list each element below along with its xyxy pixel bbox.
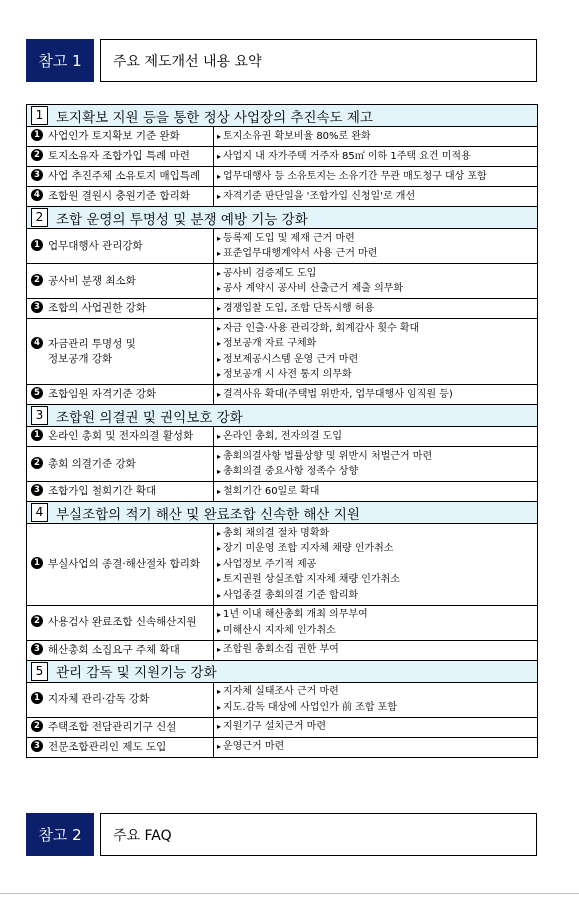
- item-label-wrap: [31, 337, 210, 367]
- item-label: 해산총회 소집요구 주체 확대: [48, 643, 180, 656]
- item-label-cell: [27, 482, 214, 502]
- item-detail-line: ▸ 장기 미운영 조합 지자체 채량 인가취소: [217, 541, 534, 557]
- item-number-badge: 2: [31, 615, 43, 627]
- item-label-wrap: [31, 484, 210, 499]
- reference-1-header: [26, 39, 537, 82]
- reference-2-badge: 참고 2: [26, 813, 94, 856]
- item-detail-line: ▸ 업무대행사 등 소유토지는 소유기간 무관 매도청구 대상 포함: [217, 169, 534, 185]
- item-detail-line: ▸ 운영근거 마련: [217, 739, 534, 755]
- item-label-wrap: [31, 169, 210, 184]
- item-details-cell: [214, 187, 538, 207]
- item-detail-line: ▸ 자격기준 판단일을 '조합가입 신청일'로 개선: [217, 189, 534, 205]
- item-details-cell: [214, 299, 538, 319]
- item-row: [27, 167, 538, 187]
- section-header: [27, 660, 538, 682]
- item-label-wrap: [31, 457, 210, 472]
- item-detail-line: ▸ 지도.감독 대상에 사업인가 前 조합 포함: [217, 700, 534, 716]
- item-label-wrap: [31, 557, 210, 572]
- item-number-badge: 2: [31, 149, 43, 161]
- item-detail-line: ▸ 지자체 실태조사 근거 마련: [217, 684, 534, 700]
- item-row: [27, 299, 538, 319]
- section-title: 조합원 의결권 및 권익보호 강화: [56, 409, 243, 426]
- item-number-badge: 3: [31, 484, 43, 496]
- item-detail-line: ▸ 자금 인출·사용 관리강화, 회계감사 횟수 확대: [217, 321, 534, 337]
- item-label-wrap: [31, 387, 210, 402]
- item-number-badge: 3: [31, 169, 43, 181]
- item-label: 조합임원 자격기준 강화: [48, 388, 157, 400]
- item-details-cell: [214, 319, 538, 385]
- item-number-badge: 1: [31, 692, 43, 704]
- item-number-badge: 4: [31, 337, 43, 349]
- section-header-content: [27, 502, 537, 523]
- section-header-content: [27, 105, 537, 126]
- item-detail-line: ▸ 총회의결사항 법률상향 및 위반시 처벌근거 마련: [217, 449, 534, 465]
- item-label: 사용검사 완료조합 신속해산지원: [48, 616, 197, 628]
- item-label: 조합의 사업권한 강화: [48, 302, 146, 314]
- item-detail-line: ▸ 공사비 검증제도 도입: [217, 266, 534, 282]
- section-title: 조합 운영의 투명성 및 분쟁 예방 기능 강화: [56, 211, 308, 228]
- item-row: [27, 447, 538, 482]
- item-label-cell: [27, 385, 214, 405]
- item-label: 업무대행사 관리강화: [48, 239, 143, 252]
- item-number-badge: 2: [31, 720, 43, 732]
- item-label: 부실사업의 종결·해산절차 합리화: [48, 557, 201, 570]
- item-row: [27, 737, 538, 757]
- item-details-cell: [214, 447, 538, 482]
- item-details-cell: [214, 167, 538, 187]
- item-label: 총회 의결기준 강화: [48, 457, 136, 470]
- item-row: [27, 147, 538, 167]
- item-row: [27, 482, 538, 502]
- item-label-cell: [27, 737, 214, 757]
- item-label-cell: [27, 427, 214, 447]
- section-number: 1: [31, 106, 48, 125]
- item-label-cell: [27, 147, 214, 167]
- item-detail-line: ▸ 정보제공시스템 운영 근거 마련: [217, 352, 534, 368]
- item-row: [27, 682, 538, 717]
- item-detail-line: ▸ 조합원 총회소집 권한 부여: [217, 642, 534, 658]
- item-label-wrap: [31, 129, 210, 144]
- item-details-cell: [214, 524, 538, 606]
- item-label-cell: [27, 605, 214, 640]
- item-label-cell: [27, 682, 214, 717]
- item-label-wrap: [31, 189, 210, 204]
- item-number-badge: 1: [31, 129, 43, 141]
- item-detail-line: ▸ 결격사유 확대(주택법 위반자, 업무대행사 임직원 등): [217, 387, 534, 403]
- item-detail-line: ▸ 1년 이내 해산총회 개최 의무부여: [217, 607, 534, 623]
- item-label-wrap: [31, 615, 210, 630]
- item-details-cell: [214, 229, 538, 264]
- section-number: 4: [31, 503, 48, 522]
- item-row: [27, 385, 538, 405]
- item-number-badge: 3: [31, 301, 43, 313]
- item-details-cell: [214, 482, 538, 502]
- item-label-wrap: [31, 720, 210, 735]
- item-label-wrap: [31, 692, 210, 707]
- item-label-cell: [27, 127, 214, 147]
- item-details-cell: [214, 682, 538, 717]
- item-label-cell: [27, 447, 214, 482]
- item-detail-line: ▸ 경쟁입찰 도입, 조합 단독시행 허용: [217, 301, 534, 317]
- item-number-badge: 1: [31, 239, 43, 251]
- item-row: [27, 640, 538, 660]
- item-number-badge: 2: [31, 457, 43, 469]
- section-header: [27, 105, 538, 127]
- item-label-cell: [27, 187, 214, 207]
- section-number: 3: [31, 406, 48, 425]
- item-detail-line: ▸ 사업정보 주기적 제공: [217, 557, 534, 573]
- item-label: 지자체 관리·감독 강화: [48, 693, 150, 705]
- section-header: [27, 502, 538, 524]
- section-header-cell: [27, 660, 538, 682]
- item-row: [27, 319, 538, 385]
- item-details-cell: [214, 385, 538, 405]
- item-detail-line: ▸ 지원기구 설치근거 마련: [217, 719, 534, 735]
- item-number-badge: 3: [31, 643, 43, 655]
- item-label-cell: [27, 229, 214, 264]
- section-header-cell: [27, 207, 538, 229]
- item-label-wrap: [31, 274, 210, 289]
- item-label-wrap: [31, 301, 210, 316]
- item-row: [27, 127, 538, 147]
- page-bottom-divider: [0, 893, 579, 894]
- section-header-cell: [27, 502, 538, 524]
- reference-1-badge: 참고 1: [26, 39, 94, 82]
- item-detail-line: ▸ 공사 계약시 공사비 산출근거 제출 의무화: [217, 281, 534, 297]
- item-detail-line: ▸ 총회의결 중요사항 정족수 상향: [217, 464, 534, 480]
- item-label-cell: [27, 299, 214, 319]
- item-number-badge: 3: [31, 740, 43, 752]
- section-header: [27, 405, 538, 427]
- item-label-cell: [27, 167, 214, 187]
- reference-2-title: 주요 FAQ: [100, 813, 537, 856]
- item-number-badge: 2: [31, 274, 43, 286]
- section-header: [27, 207, 538, 229]
- item-details-cell: [214, 717, 538, 737]
- item-label-cell: [27, 524, 214, 606]
- item-details-cell: [214, 605, 538, 640]
- summary-table: [26, 104, 538, 758]
- item-detail-line: ▸ 사업지 내 자가주택 거주자 85㎡ 이하 1주택 요건 미적용: [217, 149, 534, 165]
- item-label-cell: [27, 717, 214, 737]
- item-label: 사업 추진주체 소유토지 매입특례: [48, 170, 201, 182]
- item-label: 조합가입 철회기간 확대: [48, 485, 157, 497]
- section-title: 관리 감독 및 지원기능 강화: [56, 665, 217, 681]
- item-row: [27, 717, 538, 737]
- item-label-cell: [27, 640, 214, 660]
- item-details-cell: [214, 147, 538, 167]
- item-label-wrap: [31, 149, 210, 164]
- item-details-cell: [214, 737, 538, 757]
- item-label-cell: [27, 319, 214, 385]
- item-detail-line: ▸ 사업종결 총회의결 기준 합리화: [217, 588, 534, 604]
- item-number-badge: 1: [31, 557, 43, 569]
- item-detail-line: ▸ 정보공개 자료 구체화: [217, 336, 534, 352]
- item-detail-line: ▸ 정보공개 시 사전 통지 의무화: [217, 367, 534, 383]
- item-label: 토지소유자 조합가입 특례 마련: [48, 150, 190, 162]
- item-row: [27, 605, 538, 640]
- item-label: 조합원 결원시 충원기준 합리화: [48, 190, 190, 202]
- item-row: [27, 427, 538, 447]
- reference-1-title: 주요 제도개선 내용 요약: [100, 39, 537, 82]
- section-number: 2: [31, 208, 48, 227]
- section-header-content: [27, 405, 537, 426]
- section-header-content: [27, 661, 537, 682]
- item-number-badge: 4: [31, 189, 43, 201]
- item-row: [27, 229, 538, 264]
- item-detail-line: ▸ 표준업무대행계약서 사용 근거 마련: [217, 246, 534, 262]
- item-label: 사업인가 토지확보 기준 완화: [48, 130, 180, 142]
- section-header-cell: [27, 105, 538, 127]
- item-label: 공사비 분쟁 최소화: [48, 274, 136, 287]
- section-title: 토지확보 지원 등을 통한 정상 사업장의 추진속도 제고: [56, 109, 373, 126]
- item-detail-line: ▸ 미해산시 지자체 인가취소: [217, 623, 534, 639]
- item-details-cell: [214, 127, 538, 147]
- item-detail-line: ▸ 토지소유권 확보비율 80%로 완화: [217, 129, 534, 145]
- item-row: [27, 264, 538, 299]
- item-number-badge: 5: [31, 387, 43, 399]
- item-label: 온라인 총회 및 전자의결 활성화: [48, 430, 194, 442]
- section-title: 부실조합의 적기 해산 및 완료조합 신속한 해산 지원: [56, 506, 360, 523]
- item-row: [27, 524, 538, 606]
- reference-2-header: [26, 813, 537, 856]
- item-row: [27, 187, 538, 207]
- item-label: 자금관리 투명성 및 정보공개 강화: [48, 337, 136, 365]
- item-details-cell: [214, 640, 538, 660]
- item-label-cell: [27, 264, 214, 299]
- item-label-wrap: [31, 239, 210, 254]
- item-label-wrap: [31, 643, 210, 658]
- item-details-cell: [214, 264, 538, 299]
- item-details-cell: [214, 427, 538, 447]
- item-label: 주택조합 전담관리기구 신설: [48, 720, 177, 733]
- item-label-wrap: [31, 740, 210, 755]
- item-detail-line: ▸ 총회 채의결 절차 명확화: [217, 526, 534, 542]
- item-detail-line: ▸ 등록제 도입 및 제재 근거 마련: [217, 231, 534, 247]
- section-number: 5: [31, 662, 48, 681]
- section-header-content: [27, 207, 537, 228]
- item-number-badge: 1: [31, 429, 43, 441]
- item-detail-line: ▸ 온라인 총회, 전자의결 도입: [217, 429, 534, 445]
- item-label-wrap: [31, 429, 210, 444]
- item-detail-line: ▸ 토지권원 상실조합 지자체 채량 인가취소: [217, 572, 534, 588]
- section-header-cell: [27, 405, 538, 427]
- item-label: 전문조합관리인 제도 도입: [48, 740, 167, 753]
- item-detail-line: ▸ 철회기간 60일로 확대: [217, 484, 534, 500]
